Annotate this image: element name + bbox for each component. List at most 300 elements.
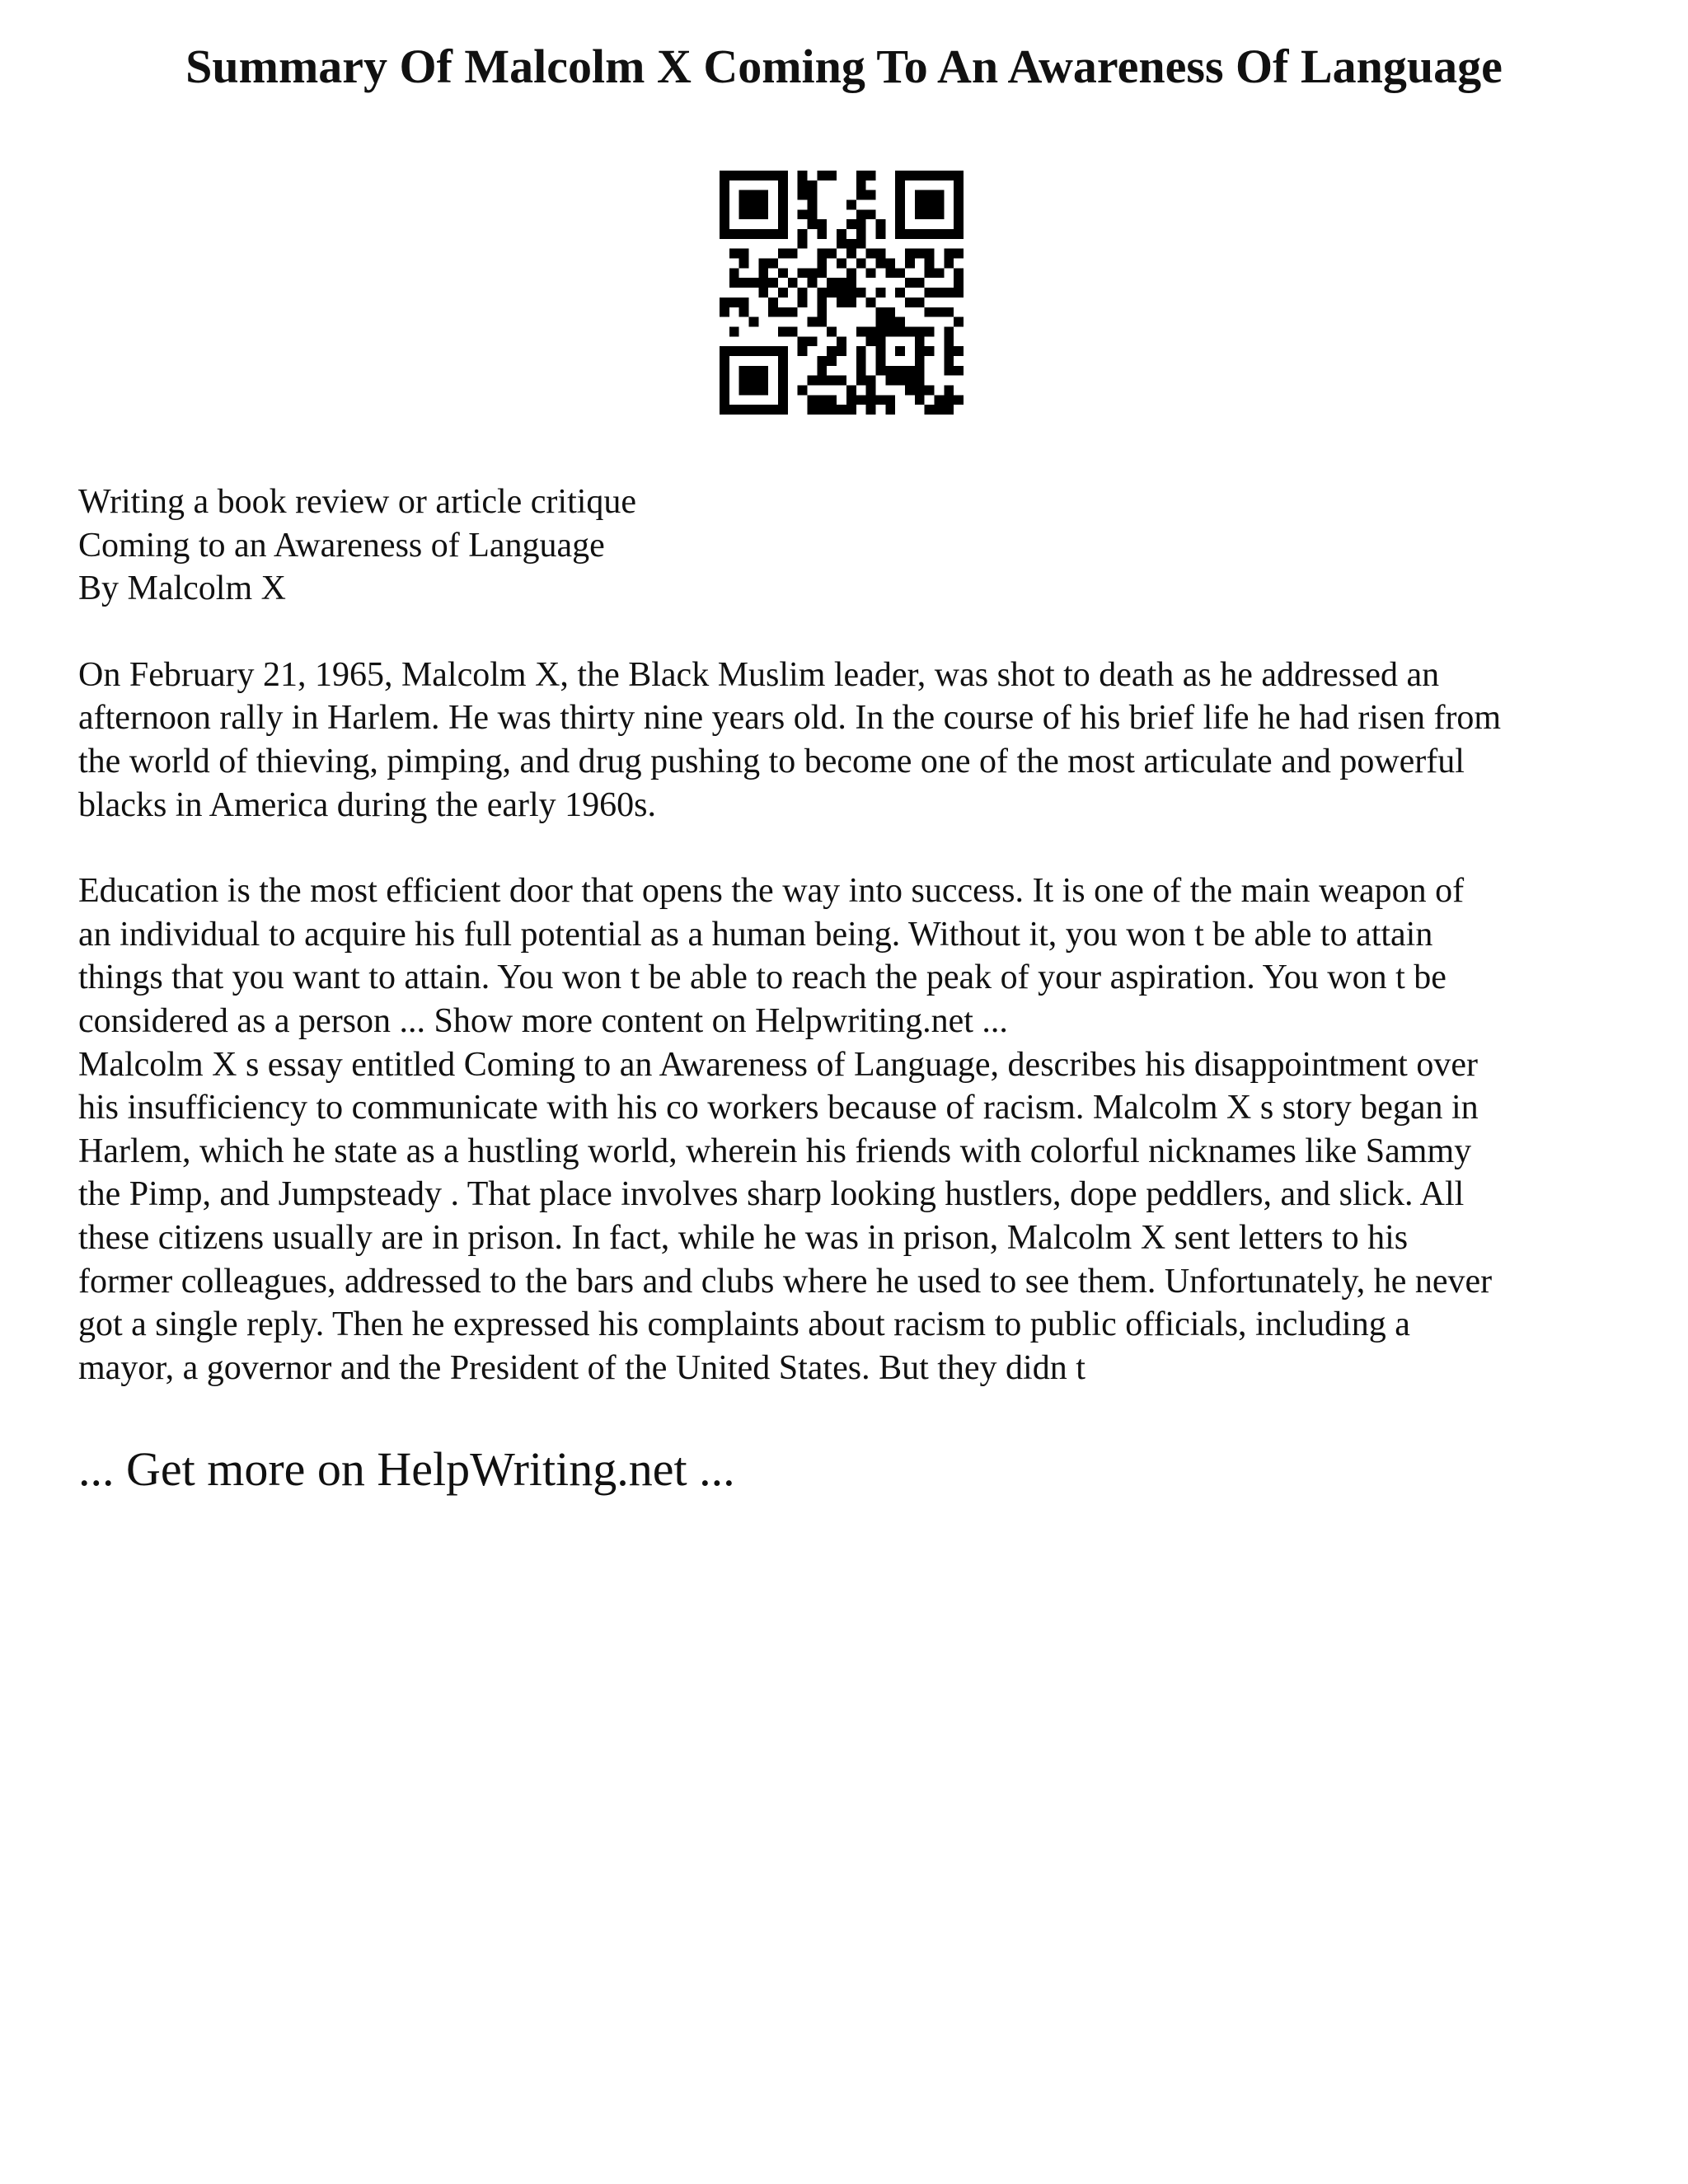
qr-module [856,229,866,239]
paragraph-line: things that you want to attain. You won t be able to reach the peak of your aspiration. You won t be [78,958,1447,997]
qr-module [827,288,837,298]
qr-module [905,229,915,239]
qr-module [915,190,925,200]
qr-module [895,200,905,210]
qr-module [856,376,866,386]
qr-module [827,356,837,366]
qr-module [944,336,954,346]
qr-module [778,376,788,386]
qr-module [758,278,768,288]
qr-module [749,200,759,210]
qr-module [817,356,827,366]
qr-module [808,190,818,200]
qr-module [827,376,837,386]
qr-module [856,219,866,229]
qr-module [934,229,944,239]
qr-module [915,366,925,376]
qr-module [739,249,749,259]
qr-module [915,229,925,239]
qr-module [905,366,915,376]
qr-module [817,317,827,327]
qr-module [934,171,944,180]
qr-module [866,209,876,219]
qr-module [837,405,846,415]
paragraph-line: blacks in America during the early 1960s. [78,785,656,824]
qr-module [729,268,739,278]
qr-module [808,395,818,405]
qr-module [768,298,778,307]
qr-module [895,346,905,356]
qr-module [817,395,827,405]
qr-module [846,239,856,249]
qr-module [954,229,964,239]
qr-module [944,395,954,405]
qr-module [895,171,905,180]
qr-module [798,288,808,298]
qr-module [729,346,739,356]
paragraph-line: mayor, a governor and the President of the United States. But they didn t [78,1348,1085,1387]
qr-module [856,259,866,269]
qr-module [768,171,778,180]
qr-module [875,326,885,336]
qr-module [875,395,885,405]
qr-module [954,219,964,229]
qr-module [954,395,964,405]
qr-module [778,190,788,200]
qr-module [739,190,749,200]
qr-module [856,326,866,336]
qr-module [954,317,964,327]
qr-module [944,356,954,366]
qr-module [778,268,788,278]
qr-module [905,326,915,336]
qr-module [758,405,768,415]
qr-module [934,268,944,278]
qr-module [729,298,739,307]
qr-module [778,288,788,298]
paragraph-line: got a single reply. Then he expressed his complaints about racism to public officials, including a [78,1305,1410,1344]
paragraph-line: these citizens usually are in prison. In fact, while he was in prison, Malcolm X sent letters to his [78,1218,1409,1257]
qr-module [856,171,866,180]
qr-module [778,219,788,229]
document-body [78,480,1628,1390]
qr-module [915,326,925,336]
qr-module [856,366,866,376]
qr-module [846,288,856,298]
qr-module [934,307,944,317]
qr-module [846,405,856,415]
qr-module [827,395,837,405]
qr-module [720,346,729,356]
qr-module [866,395,876,405]
qr-module [798,209,808,219]
qr-module [925,190,935,200]
qr-module [827,405,837,415]
qr-module [925,209,935,219]
qr-module [925,288,935,298]
intro-line: Coming to an Awareness of Language [78,526,605,565]
paragraph-gap [78,611,1628,654]
qr-module [729,171,739,180]
qr-module [885,395,895,405]
qr-module [915,209,925,219]
qr-module [915,395,925,405]
qr-module [778,346,788,356]
qr-module [827,171,837,180]
qr-module [925,171,935,180]
paragraph-line: an individual to acquire his full potential as a human being. Without it, you won t be able to attain [78,915,1433,954]
qr-module [856,356,866,366]
qr-module [915,346,925,356]
qr-module [808,209,818,219]
qr-module [817,298,827,307]
qr-module [944,307,954,317]
qr-module [837,278,846,288]
qr-module [798,180,808,190]
qr-module [749,209,759,219]
qr-module [905,385,915,395]
qr-module [739,307,749,317]
qr-module [944,229,954,239]
qr-module [808,268,818,278]
qr-module [788,249,798,259]
qr-module [720,307,729,317]
paragraph-1 [78,654,1628,827]
qr-module [720,219,729,229]
qr-module [885,326,895,336]
qr-module [895,190,905,200]
qr-module [817,219,827,229]
qr-module [778,405,788,415]
qr-module [758,346,768,356]
qr-module [954,209,964,219]
paragraph-line: the world of thieving, pimping, and drug pushing to become one of the most articulate and powerful [78,742,1465,780]
qr-module [866,376,876,386]
qr-module [758,288,768,298]
qr-module [808,180,818,190]
qr-module [925,385,935,395]
qr-module [895,268,905,278]
qr-module [758,385,768,395]
qr-module [768,405,778,415]
qr-module [720,366,729,376]
qr-module [875,356,885,366]
qr-module [729,278,739,288]
qr-module [856,288,866,298]
qr-module [954,249,964,259]
qr-module [954,268,964,278]
qr-module [729,405,739,415]
qr-module [944,249,954,259]
qr-module [837,259,846,269]
qr-module [798,239,808,249]
qr-module [720,200,729,210]
qr-module [925,259,935,269]
qr-module [866,298,876,307]
qr-module [837,336,846,346]
qr-module [954,278,964,288]
qr-module [739,171,749,180]
qr-module [915,298,925,307]
qr-module [856,239,866,249]
qr-module [817,366,827,376]
qr-module [885,405,895,415]
qr-module [778,180,788,190]
qr-module [895,317,905,327]
qr-code-icon[interactable] [720,171,964,415]
qr-module [915,376,925,386]
intro-line: By Malcolm X [78,569,286,608]
qr-module [817,249,827,259]
qr-module [827,249,837,259]
qr-module [934,200,944,210]
qr-module [837,376,846,386]
qr-module [885,259,895,269]
qr-module [944,385,954,395]
qr-module [846,298,856,307]
qr-module [798,229,808,239]
qr-module [875,249,885,259]
qr-module [817,229,827,239]
qr-module [934,395,944,405]
qr-module [866,336,876,346]
qr-module [768,259,778,269]
qr-module [934,209,944,219]
qr-module [720,385,729,395]
qr-module [915,278,925,288]
qr-module [837,298,846,307]
qr-module [905,171,915,180]
qr-module [925,268,935,278]
qr-module [758,200,768,210]
qr-module [925,200,935,210]
qr-module [778,326,788,336]
qr-module [875,366,885,376]
qr-module [905,249,915,259]
qr-module [885,366,895,376]
qr-module [954,180,964,190]
qr-module [925,307,935,317]
qr-module [846,219,856,229]
qr-module [944,259,954,269]
qr-module [885,307,895,317]
qr-module [768,278,778,288]
qr-module [808,405,818,415]
qr-module [954,190,964,200]
qr-module [778,356,788,366]
qr-module [749,229,759,239]
qr-module [720,405,729,415]
qr-module [739,385,749,395]
qr-module [895,180,905,190]
qr-module [817,268,827,278]
qr-module [749,385,759,395]
qr-module [915,385,925,395]
qr-module [798,190,808,200]
qr-module [758,259,768,269]
qr-module [846,268,856,278]
qr-module [778,307,788,317]
qr-module [798,171,808,180]
qr-module [749,278,759,288]
paragraph-line: the Pimp, and Jumpsteady . That place involves sharp looking hustlers, dope peddlers, and slick. All [78,1175,1465,1214]
qr-module [788,278,798,288]
qr-module [729,249,739,259]
qr-module [739,259,749,269]
qr-module [729,229,739,239]
qr-module [720,190,729,200]
qr-module [749,190,759,200]
qr-module [778,249,788,259]
qr-module [817,376,827,386]
qr-module [758,376,768,386]
qr-module [817,307,827,317]
qr-module [895,229,905,239]
intro-line: Writing a book review or article critique [78,483,637,521]
qr-module [915,171,925,180]
qr-module [895,209,905,219]
qr-module [885,268,895,278]
paragraph-line: afternoon rally in Harlem. He was thirty nine years old. In the course of his brief life he had risen from [78,699,1502,738]
qr-module [925,229,935,239]
paragraph-gap [78,827,1628,869]
qr-module [720,298,729,307]
qr-module [720,376,729,386]
qr-module [739,278,749,288]
qr-module [954,366,964,376]
qr-module [739,200,749,210]
qr-module [875,346,885,356]
qr-module [846,200,856,210]
qr-module [739,209,749,219]
qr-module [808,278,818,288]
qr-module [817,171,827,180]
qr-module [808,376,818,386]
qr-module [866,249,876,259]
qr-module [778,385,788,395]
page-title: Summary Of Malcolm X Coming To An Awareness Of Language [185,40,1503,93]
qr-module [846,385,856,395]
qr-module [925,326,935,336]
qr-module [856,180,866,190]
qr-module [856,346,866,356]
qr-module [934,405,944,415]
qr-module [739,346,749,356]
qr-module [808,200,818,210]
qr-module [827,346,837,356]
qr-module [925,249,935,259]
qr-code-graphic [720,171,964,415]
qr-module [895,219,905,229]
qr-module [778,171,788,180]
qr-module [944,171,954,180]
qr-module [817,288,827,298]
qr-module [895,326,905,336]
qr-module [944,326,954,336]
qr-module [875,336,885,346]
qr-module [866,171,876,180]
qr-module [758,229,768,239]
qr-module [934,190,944,200]
qr-module [875,229,885,239]
paragraph-line: his insufficiency to communicate with his co workers because of racism. Malcolm X s story began in [78,1089,1479,1127]
qr-module [866,405,876,415]
qr-module [768,346,778,356]
qr-module [905,376,915,386]
qr-module [817,405,827,415]
qr-module [866,326,876,336]
paragraph-line: Education is the most efficient door that opens the way into success. It is one of the main weapon of [78,872,1465,911]
qr-module [944,366,954,376]
qr-module [808,336,818,346]
qr-module [875,317,885,327]
qr-module [954,288,964,298]
qr-module [758,171,768,180]
qr-module [856,395,866,405]
qr-module [720,229,729,239]
qr-module [778,366,788,376]
qr-module [827,278,837,288]
paragraph-line: On February 21, 1965, Malcolm X, the Black Muslim leader, was shot to death as he addressed an [78,655,1440,694]
qr-module [720,171,729,180]
qr-module [739,298,749,307]
qr-module [875,307,885,317]
qr-module [778,395,788,405]
qr-module [720,180,729,190]
qr-module [837,239,846,249]
qr-module [837,288,846,298]
qr-module [758,268,768,278]
qr-module [915,249,925,259]
qr-module [905,278,915,288]
paragraph-line: Malcolm X s essay entitled Coming to an Awareness of Language, describes his disappointment over [78,1045,1478,1084]
qr-module [720,395,729,405]
qr-module [875,259,885,269]
qr-module [846,249,856,259]
paragraph-line: former colleagues, addressed to the bars and clubs where he used to see them. Unfortunately, he never [78,1262,1493,1301]
qr-module [944,405,954,415]
qr-module [875,219,885,229]
qr-module [915,356,925,366]
intro-block [78,480,1628,611]
qr-module [808,317,818,327]
qr-module [798,298,808,307]
qr-module [915,200,925,210]
qr-module [895,366,905,376]
get-more-link[interactable]: ... Get more on HelpWriting.net ... [78,1442,735,1496]
qr-module [925,346,935,356]
qr-module [778,209,788,219]
qr-module [749,405,759,415]
qr-module [729,326,739,336]
qr-module [739,405,749,415]
qr-module [739,229,749,239]
qr-module [720,356,729,366]
qr-module [837,229,846,239]
qr-module [944,288,954,298]
qr-module [895,376,905,386]
qr-module [749,317,759,327]
qr-module [875,288,885,298]
qr-module [866,385,876,395]
qr-module [846,278,856,288]
qr-module [856,190,866,200]
qr-module [856,209,866,219]
qr-module [788,326,798,336]
qr-module [798,385,808,395]
qr-module [954,171,964,180]
qr-module [758,190,768,200]
